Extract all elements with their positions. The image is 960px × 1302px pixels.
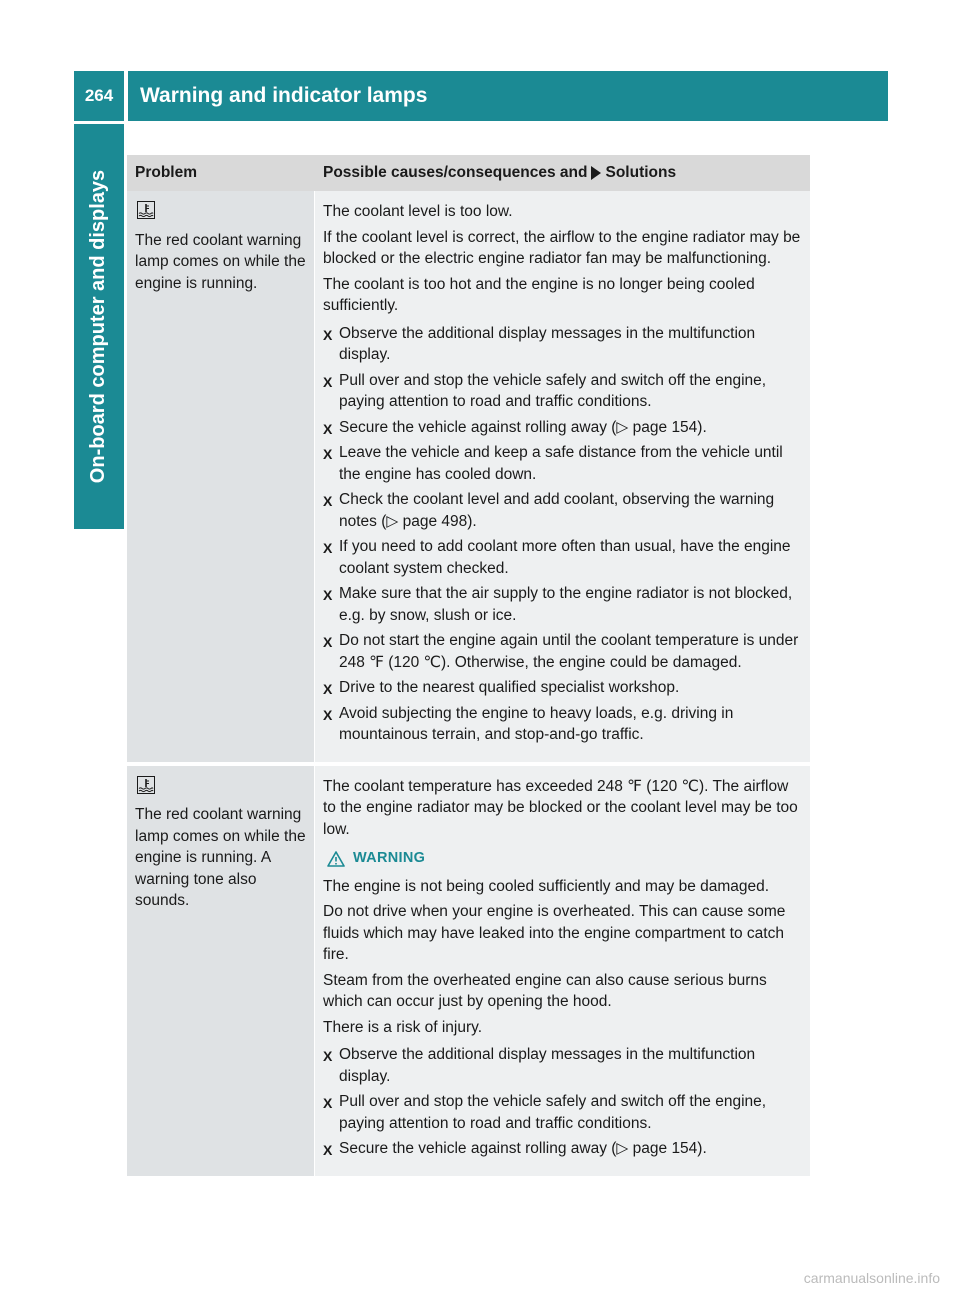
warning-text: The engine is not being cooled sufficiently and may be damaged. (323, 877, 770, 895)
page-number: 264 (74, 71, 124, 121)
solution-step (323, 323, 802, 366)
warning-lamp-table (127, 155, 810, 1176)
table-row (127, 762, 810, 1176)
step-arrow-icon: X (323, 420, 333, 437)
step-arrow-icon: X (323, 540, 333, 556)
warning-heading (327, 848, 802, 870)
step-text: Do not start the engine again until the coolant temperature is under 248 ℉ (120 ℃). Otherwise, the engine could be damaged. (339, 632, 799, 671)
step-text: If you need to add coolant more often than usual, have the engine coolant system checked. (339, 538, 791, 577)
cause-text: The coolant temperature has exceeded 248 ℉ (120 ℃). The airflow to the engine radiator may be blocked or the coolant level may be too low. (323, 777, 798, 838)
solution-step (323, 1091, 802, 1134)
problem-text: The red coolant warning lamp comes on while the engine is running. (135, 231, 306, 292)
step-text: Secure the vehicle against rolling away (▷ page 154). (339, 418, 707, 436)
warning-text: Do not drive when your engine is overheated. This can cause some fluids which may have leaked into the engine compartment to catch fire. (323, 903, 786, 963)
header-solutions-text: Solutions (605, 164, 677, 182)
side-tab-label-wrap (74, 124, 124, 529)
step-text: Observe the additional display messages in the multifunction display. (339, 324, 756, 363)
section-title: Warning and indicator lamps (128, 71, 888, 121)
solution-cell (315, 191, 810, 762)
step-arrow-icon: X (323, 493, 333, 509)
step-arrow-icon: X (323, 373, 333, 390)
coolant-temperature-icon (137, 776, 155, 794)
step-arrow-icon: X (323, 326, 333, 343)
step-text: Pull over and stop the vehicle safely and switch off the engine, paying attention to road and traffic conditions. (339, 371, 767, 410)
step-text: Drive to the nearest qualified specialist workshop. (339, 679, 680, 696)
step-arrow-icon: X (323, 706, 333, 723)
warning-triangle-icon (327, 851, 345, 867)
step-arrow-icon: X (323, 1048, 333, 1064)
step-text: Make sure that the air supply to the engine radiator is not blocked, e.g. by snow, slush or ice. (339, 585, 793, 624)
solution-step (323, 677, 802, 699)
step-arrow-icon: X (323, 634, 333, 650)
table-row (127, 191, 810, 762)
side-tab-label: On-board computer and displays (87, 169, 110, 484)
solution-step (323, 417, 802, 439)
step-arrow-icon: X (323, 1095, 333, 1111)
step-text: Leave the vehicle and keep a safe distance from the vehicle until the engine has cooled down. (339, 444, 783, 483)
step-text: Secure the vehicle against rolling away (▷ page 154). (339, 1140, 707, 1157)
solution-step (323, 583, 802, 626)
header-problem: Problem (135, 164, 198, 182)
triangle-right-icon (591, 166, 601, 180)
solution-step (323, 489, 802, 532)
cause-text: The coolant level is too low. (323, 203, 513, 220)
problem-cell (127, 766, 315, 1176)
header-causes (315, 155, 810, 191)
problem-cell (127, 191, 315, 762)
coolant-temperature-icon (137, 201, 155, 219)
step-arrow-icon: X (323, 587, 333, 603)
step-text: Observe the additional display messages in the multifunction display. (339, 1046, 756, 1085)
warning-text: There is a risk of injury. (323, 1018, 483, 1036)
warning-text: Steam from the overheated engine can also cause serious burns which can occur just by opening the hood. (323, 971, 767, 1010)
step-arrow-icon: X (323, 681, 333, 697)
warning-label: WARNING (353, 850, 426, 866)
solution-step (323, 370, 802, 413)
solution-step (323, 703, 802, 746)
step-arrow-icon: X (323, 446, 333, 462)
table-header-row (127, 155, 810, 191)
solution-step (323, 1138, 802, 1160)
solution-step (323, 442, 802, 485)
solution-step (323, 1044, 802, 1087)
step-text: Pull over and stop the vehicle safely and switch off the engine, paying attention to road and traffic conditions. (339, 1093, 767, 1132)
cause-text: The coolant is too hot and the engine is no longer being cooled sufficiently. (323, 275, 755, 314)
step-arrow-icon: X (323, 1142, 333, 1158)
cause-text: If the coolant level is correct, the airflow to the engine radiator may be blocked or the electric engine radiator fan may be malfunctioning. (323, 228, 801, 267)
solution-cell (315, 766, 810, 1176)
problem-text: The red coolant warning lamp comes on while the engine is running. A warning tone also sounds. (135, 806, 306, 909)
footer-watermark: carmanualsonline.info (803, 1270, 940, 1286)
solution-step (323, 630, 802, 673)
step-text: Check the coolant level and add coolant, observing the warning notes (▷ page 498). (339, 491, 775, 530)
solution-step (323, 536, 802, 579)
step-text: Avoid subjecting the engine to heavy loads, e.g. driving in mountainous terrain, and stop-and-go traffic. (339, 704, 734, 743)
header-causes-text: Possible causes/consequences and (323, 164, 588, 182)
